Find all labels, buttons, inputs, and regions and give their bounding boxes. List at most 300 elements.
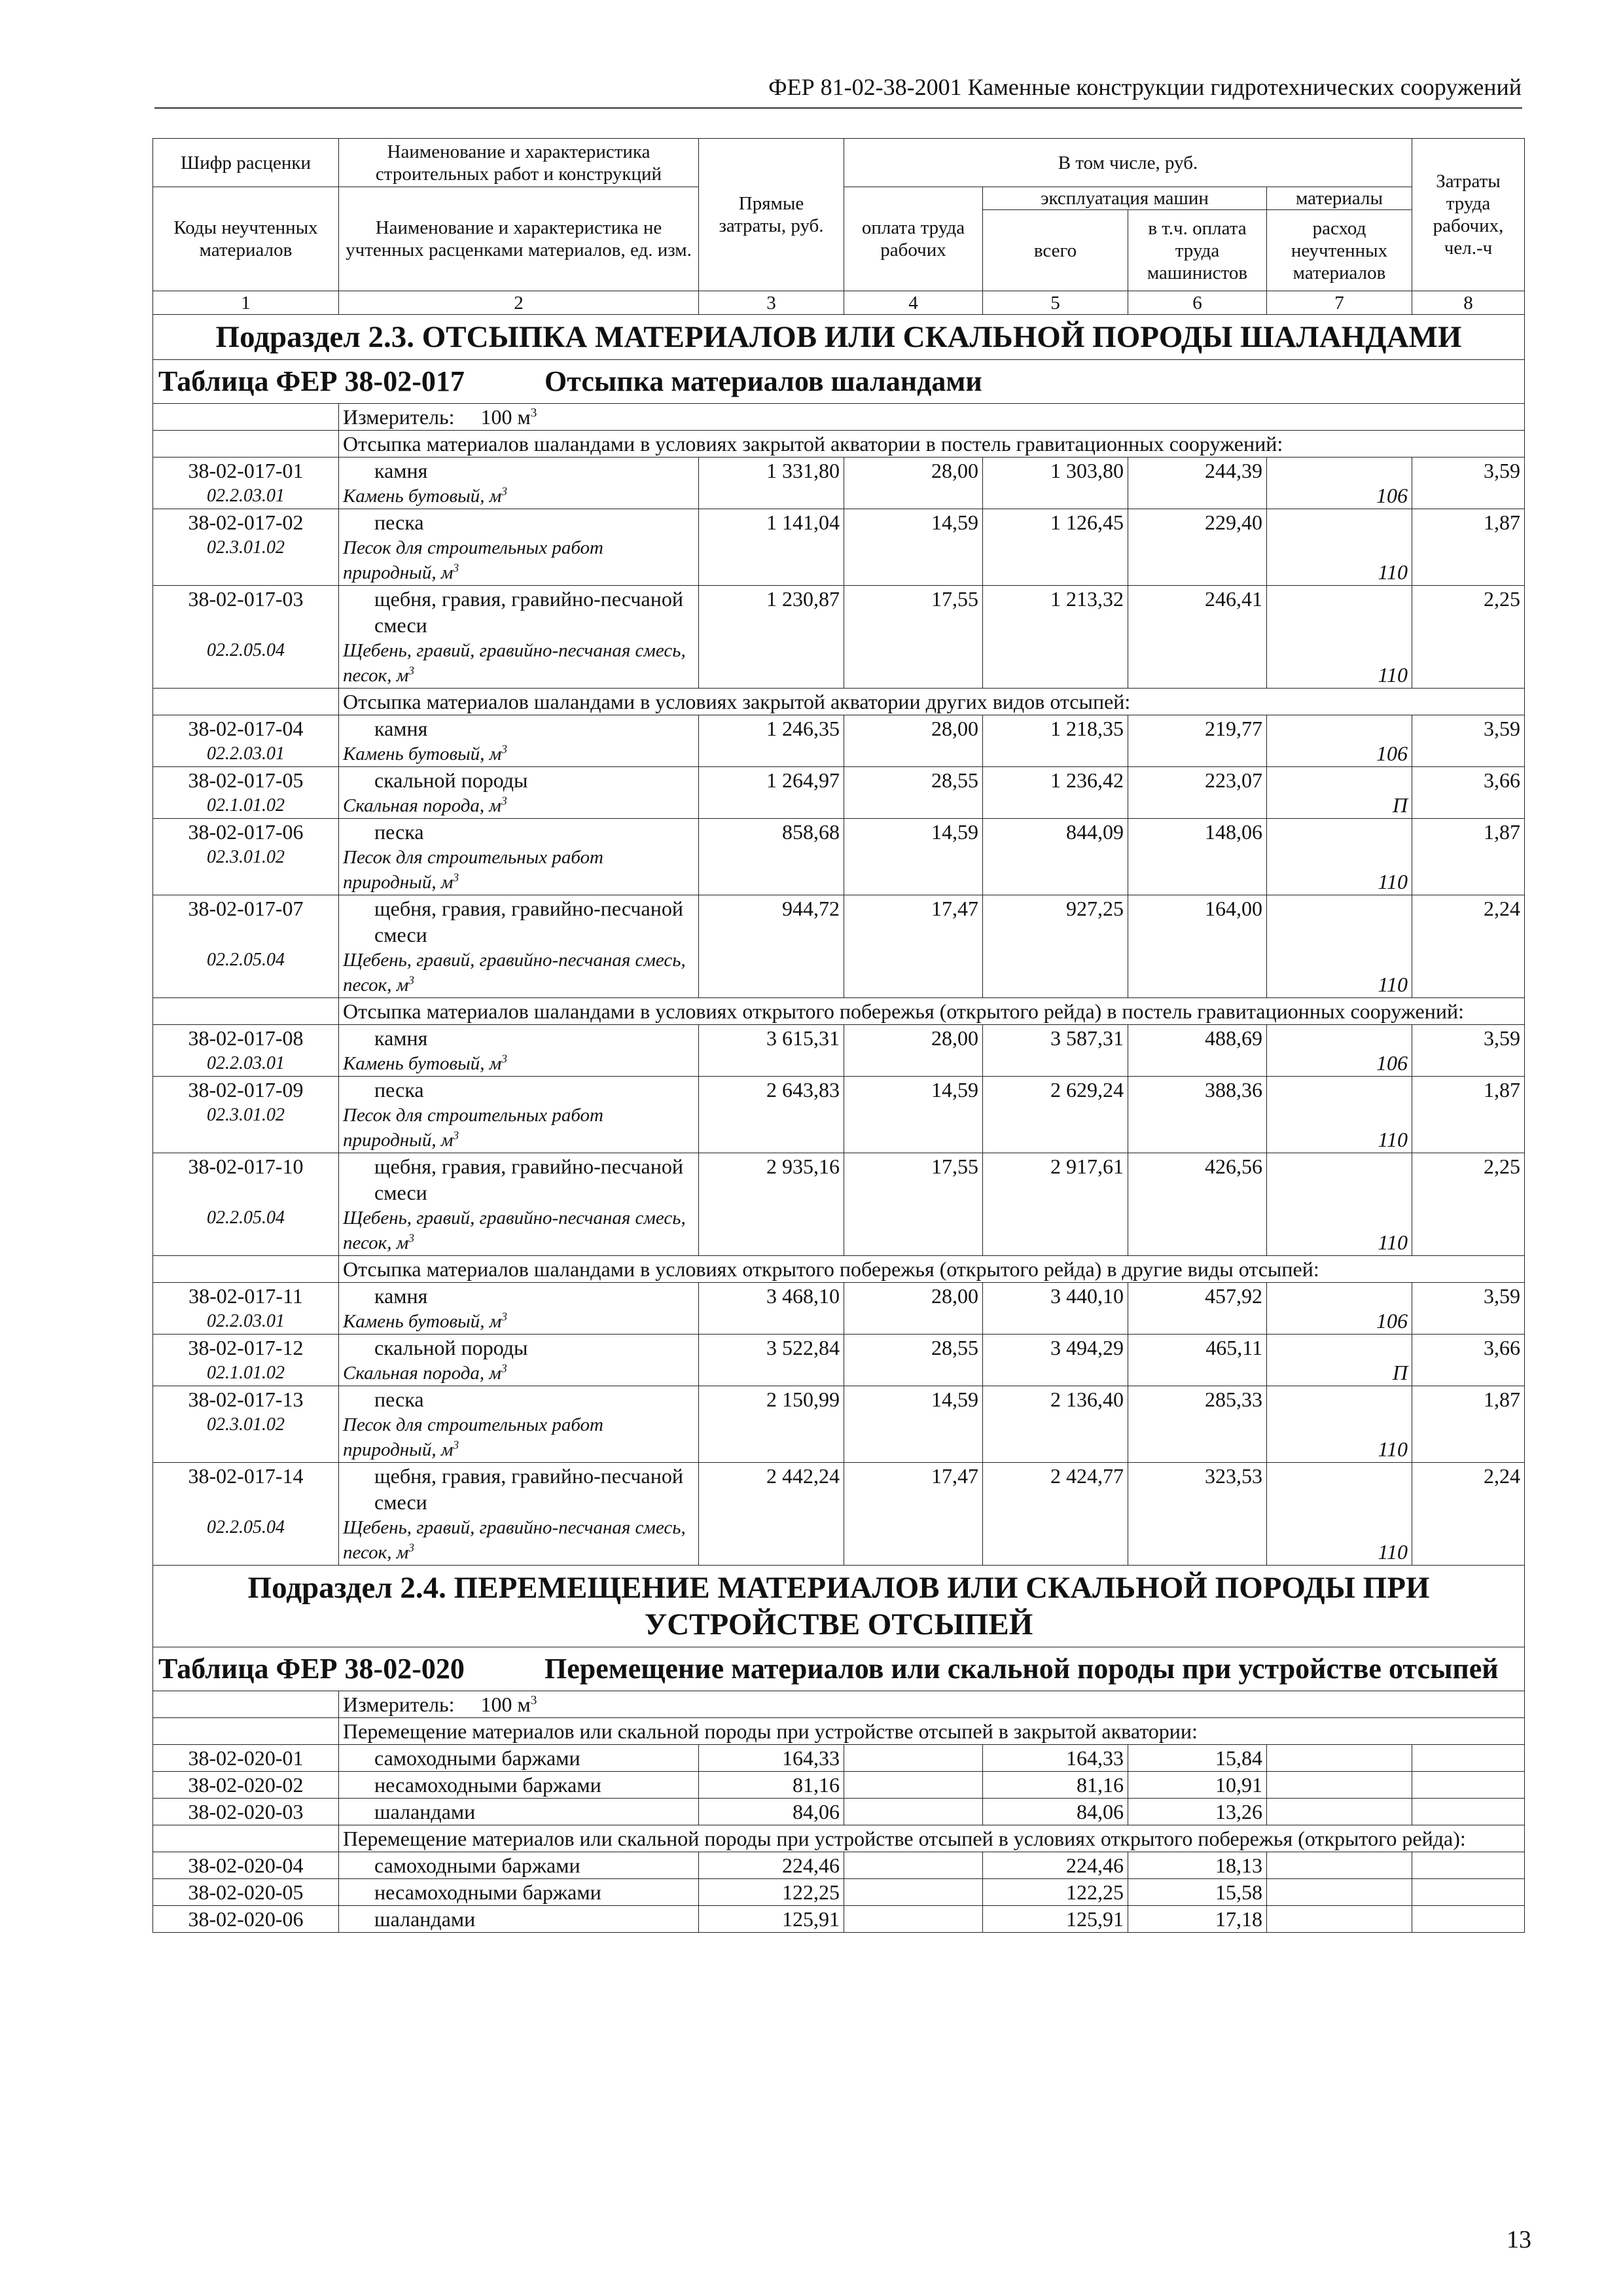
table-row — [153, 1772, 1525, 1799]
materials-consumption — [1267, 819, 1412, 895]
table-row — [153, 1852, 1525, 1879]
labor-cost — [1412, 1772, 1525, 1799]
group-title-row — [153, 431, 1525, 457]
cubic-superscript: 3 — [501, 1310, 507, 1323]
machinist-pay: 148,06 — [1128, 819, 1267, 895]
work-name-cell — [339, 1745, 699, 1772]
rate-code: 38-02-017-02 — [188, 511, 304, 534]
work-name-cell — [339, 1025, 699, 1077]
direct-cost: 1 230,87 — [699, 586, 844, 689]
measure-label: Измеритель: — [343, 1693, 455, 1716]
work-name-cell — [339, 1283, 699, 1335]
work-name: песка — [374, 820, 424, 844]
machines-total: 164,33 — [983, 1745, 1128, 1772]
materials-consumption — [1267, 1852, 1412, 1879]
material-name — [343, 1361, 694, 1386]
rate-code: 38-02-020-05 — [188, 1880, 304, 1904]
labor-pay: 28,00 — [844, 1025, 983, 1077]
machinist-pay: 13,26 — [1128, 1799, 1267, 1825]
material-name — [343, 1412, 694, 1462]
table-row — [153, 1025, 1525, 1077]
machines-total: 3 440,10 — [983, 1283, 1128, 1335]
work-name: камня — [374, 1026, 428, 1050]
table-name: Перемещение материалов или скальной породы при устройстве отсыпей — [544, 1653, 1499, 1685]
labor-pay: 28,00 — [844, 457, 983, 509]
direct-cost: 944,72 — [699, 895, 844, 998]
machines-total: 1 303,80 — [983, 457, 1128, 509]
measure-value: 100 м — [480, 1693, 531, 1716]
group-title-row — [153, 998, 1525, 1025]
labor-pay: 14,59 — [844, 1386, 983, 1463]
material-code: 02.3.01.02 — [207, 537, 285, 558]
work-name: песка — [374, 1078, 424, 1102]
empty-cell — [153, 998, 339, 1025]
work-name: самоходными баржами — [374, 1746, 580, 1770]
rate-code-cell — [153, 586, 339, 689]
header-unaccounted-codes: Коды неучтенных материалов — [153, 187, 339, 291]
group-title-row — [153, 1256, 1525, 1283]
rate-code: 38-02-017-08 — [188, 1026, 304, 1050]
table-title-cell — [153, 1647, 1525, 1691]
rate-code: 38-02-020-06 — [188, 1907, 304, 1931]
material-name — [343, 845, 694, 895]
labor-pay: 28,00 — [844, 1283, 983, 1335]
cubic-superscript: 3 — [453, 870, 459, 884]
work-name: шаландами — [374, 1907, 476, 1931]
table-title-row — [153, 360, 1525, 404]
direct-cost: 224,46 — [699, 1852, 844, 1879]
cubic-superscript: 3 — [408, 973, 414, 987]
machinist-pay: 15,58 — [1128, 1879, 1267, 1906]
material-name — [343, 1206, 694, 1255]
rate-code: 38-02-017-01 — [188, 459, 304, 482]
rate-code-cell — [153, 1745, 339, 1772]
machines-total: 2 629,24 — [983, 1077, 1128, 1153]
cubic-superscript: 3 — [408, 1231, 414, 1245]
work-name-cell — [339, 1799, 699, 1825]
work-name-cell — [339, 1335, 699, 1386]
labor-cost: 1,87 — [1412, 819, 1525, 895]
material-name-text: Щебень, гравий, гравийно-песчаная смесь, песок, м — [343, 1517, 686, 1563]
work-name-cell — [339, 509, 699, 586]
cubic-superscript: 3 — [408, 664, 414, 677]
cubic-superscript: 3 — [501, 742, 507, 756]
material-name — [343, 1309, 694, 1334]
machines-total: 3 494,29 — [983, 1335, 1128, 1386]
machines-total: 1 126,45 — [983, 509, 1128, 586]
cubic-superscript: 3 — [453, 1438, 459, 1452]
materials-consumption — [1267, 715, 1412, 767]
rate-code-cell — [153, 1153, 339, 1256]
header-code: Шифр расценки — [153, 139, 339, 187]
document-header-title: ФЕР 81-02-38-2001 Каменные конструкции гидротехнических сооружений — [768, 74, 1522, 100]
group-title-row — [153, 689, 1525, 715]
cubic-superscript: 3 — [530, 406, 537, 420]
rate-code: 38-02-020-04 — [188, 1854, 304, 1877]
work-name-cell — [339, 895, 699, 998]
material-name — [343, 484, 694, 509]
column-number: 2 — [339, 291, 699, 315]
rate-code: 38-02-017-04 — [188, 717, 304, 740]
rate-code-cell — [153, 509, 339, 586]
machinist-pay: 246,41 — [1128, 586, 1267, 689]
material-name-text: Песок для строительных работ природный, м — [343, 1105, 603, 1151]
work-name: щебня, гравия, гравийно-песчаной смеси — [374, 1155, 683, 1204]
price-table — [152, 138, 1525, 1933]
labor-pay — [844, 1879, 983, 1906]
labor-pay: 17,47 — [844, 895, 983, 998]
machinist-pay: 229,40 — [1128, 509, 1267, 586]
machines-total: 1 236,42 — [983, 767, 1128, 819]
labor-pay: 14,59 — [844, 1077, 983, 1153]
rate-code: 38-02-017-07 — [188, 897, 304, 920]
material-quantity: 110 — [1378, 870, 1408, 893]
measure-cell — [339, 1691, 1525, 1718]
table-title-cell — [153, 360, 1525, 404]
rate-code-cell — [153, 895, 339, 998]
work-name-cell — [339, 1463, 699, 1566]
rate-code: 38-02-017-14 — [188, 1464, 304, 1488]
work-name-cell — [339, 1772, 699, 1799]
material-name-text: Щебень, гравий, гравийно-песчаная смесь, песок, м — [343, 640, 686, 686]
material-name — [343, 1515, 694, 1565]
rate-code-cell — [153, 1852, 339, 1879]
cubic-superscript: 3 — [530, 1693, 537, 1708]
materials-consumption — [1267, 895, 1412, 998]
material-code: 02.2.05.04 — [207, 1517, 285, 1537]
header-direct-cost: Прямые затраты, руб. — [699, 139, 844, 291]
table-row — [153, 1386, 1525, 1463]
material-code: 02.1.01.02 — [207, 795, 285, 816]
column-number: 1 — [153, 291, 339, 315]
machines-total: 2 424,77 — [983, 1463, 1128, 1566]
machinist-pay: 388,36 — [1128, 1077, 1267, 1153]
section-title: Подраздел 2.3. ОТСЫПКА МАТЕРИАЛОВ ИЛИ СКАЛЬНОЙ ПОРОДЫ ШАЛАНДАМИ — [153, 315, 1525, 360]
column-number: 7 — [1267, 291, 1412, 315]
empty-cell — [153, 1718, 339, 1745]
material-name-text: Щебень, гравий, гравийно-песчаная смесь, песок, м — [343, 950, 686, 996]
column-number: 3 — [699, 291, 844, 315]
machines-total: 1 213,32 — [983, 586, 1128, 689]
material-code: 02.2.05.04 — [207, 640, 285, 660]
work-name: несамоходными баржами — [374, 1773, 601, 1797]
material-name-text: Песок для строительных работ природный, м — [343, 847, 603, 893]
direct-cost: 2 150,99 — [699, 1386, 844, 1463]
machines-total: 1 218,35 — [983, 715, 1128, 767]
direct-cost: 2 442,24 — [699, 1463, 844, 1566]
machinist-pay: 219,77 — [1128, 715, 1267, 767]
header-including: В том числе, руб. — [844, 139, 1412, 187]
materials-consumption — [1267, 1153, 1412, 1256]
work-name: песка — [374, 1388, 424, 1411]
empty-cell — [153, 1691, 339, 1718]
rate-code-cell — [153, 457, 339, 509]
direct-cost: 81,16 — [699, 1772, 844, 1799]
rate-code: 38-02-020-03 — [188, 1800, 304, 1823]
materials-consumption — [1267, 1386, 1412, 1463]
machinist-pay: 323,53 — [1128, 1463, 1267, 1566]
material-code: 02.2.03.01 — [207, 744, 285, 764]
direct-cost: 1 246,35 — [699, 715, 844, 767]
machines-total: 122,25 — [983, 1879, 1128, 1906]
table-row — [153, 1906, 1525, 1933]
labor-pay: 28,55 — [844, 1335, 983, 1386]
work-name: шаландами — [374, 1800, 476, 1823]
materials-consumption — [1267, 1772, 1412, 1799]
table-title-row — [153, 1647, 1525, 1691]
machines-total: 844,09 — [983, 819, 1128, 895]
labor-cost — [1412, 1906, 1525, 1933]
group-title-row — [153, 1718, 1525, 1745]
work-name: песка — [374, 511, 424, 534]
machinist-pay: 18,13 — [1128, 1852, 1267, 1879]
table-row — [153, 1463, 1525, 1566]
rate-code: 38-02-020-01 — [188, 1746, 304, 1770]
cubic-superscript: 3 — [408, 1541, 414, 1554]
rate-code: 38-02-017-11 — [188, 1284, 303, 1308]
work-name: скальной породы — [374, 1336, 528, 1359]
column-number: 4 — [844, 291, 983, 315]
materials-consumption — [1267, 1463, 1412, 1566]
material-quantity: 110 — [1378, 973, 1408, 996]
material-name — [343, 793, 694, 818]
material-quantity: 106 — [1376, 1309, 1408, 1333]
work-name-cell — [339, 1077, 699, 1153]
table-number: Таблица ФЕР 38-02-020 — [158, 1653, 465, 1685]
material-quantity: 106 — [1376, 1051, 1408, 1075]
rate-code-cell — [153, 1335, 339, 1386]
materials-consumption — [1267, 1025, 1412, 1077]
table-row — [153, 1283, 1525, 1335]
work-name: камня — [374, 459, 428, 482]
machinist-pay: 17,18 — [1128, 1906, 1267, 1933]
material-name — [343, 1051, 694, 1076]
material-name-text: Камень бутовый, м — [343, 744, 502, 764]
cubic-superscript: 3 — [501, 484, 507, 498]
table-row — [153, 457, 1525, 509]
group-title: Перемещение материалов или скальной породы при устройстве отсыпей в закрытой акватории: — [339, 1718, 1525, 1745]
rate-code: 38-02-017-05 — [188, 768, 304, 792]
material-quantity: 110 — [1378, 663, 1408, 687]
material-code: 02.2.03.01 — [207, 486, 285, 506]
table-row — [153, 1077, 1525, 1153]
labor-pay: 17,55 — [844, 586, 983, 689]
material-name-text: Камень бутовый, м — [343, 1053, 502, 1074]
direct-cost: 125,91 — [699, 1906, 844, 1933]
table-row — [153, 1745, 1525, 1772]
labor-cost: 2,24 — [1412, 895, 1525, 998]
work-name-cell — [339, 715, 699, 767]
group-title: Отсыпка материалов шаландами в условиях закрытой акватории в постель гравитационных сооружений: — [339, 431, 1525, 457]
rate-code-cell — [153, 1025, 339, 1077]
rate-code-cell — [153, 1772, 339, 1799]
labor-cost: 1,87 — [1412, 509, 1525, 586]
material-quantity: 106 — [1376, 484, 1408, 507]
work-name-cell — [339, 457, 699, 509]
labor-cost: 2,25 — [1412, 586, 1525, 689]
section-row — [153, 1566, 1525, 1647]
labor-pay: 17,47 — [844, 1463, 983, 1566]
rate-code-cell — [153, 1879, 339, 1906]
rate-code-cell — [153, 767, 339, 819]
page-number: 13 — [1507, 2226, 1531, 2253]
material-name — [343, 1103, 694, 1153]
rate-code-cell — [153, 1077, 339, 1153]
material-quantity: П — [1392, 1361, 1408, 1384]
labor-cost: 3,59 — [1412, 715, 1525, 767]
direct-cost: 1 141,04 — [699, 509, 844, 586]
rate-code-cell — [153, 1799, 339, 1825]
table-row — [153, 895, 1525, 998]
header-materials: материалы — [1267, 187, 1412, 210]
work-name: щебня, гравия, гравийно-песчаной смеси — [374, 1464, 683, 1514]
rate-code-cell — [153, 819, 339, 895]
labor-cost: 3,59 — [1412, 1025, 1525, 1077]
rate-code: 38-02-017-09 — [188, 1078, 304, 1102]
material-name — [343, 638, 694, 688]
material-quantity: П — [1392, 793, 1408, 817]
work-name-cell — [339, 1852, 699, 1879]
table-row — [153, 767, 1525, 819]
labor-cost: 3,66 — [1412, 1335, 1525, 1386]
empty-cell — [153, 1256, 339, 1283]
machinist-pay: 426,56 — [1128, 1153, 1267, 1256]
direct-cost: 3 468,10 — [699, 1283, 844, 1335]
machines-total: 927,25 — [983, 895, 1128, 998]
material-name-text: Скальная порода, м — [343, 795, 501, 816]
material-code: 02.2.05.04 — [207, 950, 285, 970]
material-quantity: 110 — [1378, 1230, 1408, 1254]
material-quantity: 110 — [1378, 1437, 1408, 1461]
header-materials-consumption: расход неучтенных материалов — [1267, 210, 1412, 291]
labor-pay: 14,59 — [844, 819, 983, 895]
labor-pay: 14,59 — [844, 509, 983, 586]
machinist-pay: 244,39 — [1128, 457, 1267, 509]
header-divider — [154, 107, 1522, 109]
material-name-text: Песок для строительных работ природный, м — [343, 1414, 603, 1460]
machinist-pay: 223,07 — [1128, 767, 1267, 819]
rate-code: 38-02-020-02 — [188, 1773, 304, 1797]
work-name-cell — [339, 586, 699, 689]
material-name-text: Щебень, гравий, гравийно-песчаная смесь, песок, м — [343, 1208, 686, 1253]
labor-cost: 3,66 — [1412, 767, 1525, 819]
material-name-text: Камень бутовый, м — [343, 1311, 502, 1332]
machines-total: 2 917,61 — [983, 1153, 1128, 1256]
materials-consumption — [1267, 509, 1412, 586]
rate-code: 38-02-017-06 — [188, 820, 304, 844]
table-row — [153, 819, 1525, 895]
materials-consumption — [1267, 767, 1412, 819]
machinist-pay: 285,33 — [1128, 1386, 1267, 1463]
material-code: 02.2.03.01 — [207, 1053, 285, 1073]
cubic-superscript: 3 — [501, 1361, 507, 1375]
material-code: 02.1.01.02 — [207, 1363, 285, 1383]
header-machinist-pay: в т.ч. оплата труда машинистов — [1128, 210, 1267, 291]
machines-total: 2 136,40 — [983, 1386, 1128, 1463]
labor-cost — [1412, 1852, 1525, 1879]
rate-code-cell — [153, 1906, 339, 1933]
direct-cost: 3 522,84 — [699, 1335, 844, 1386]
labor-pay: 17,55 — [844, 1153, 983, 1256]
material-name-text: Камень бутовый, м — [343, 486, 502, 507]
work-name-cell — [339, 819, 699, 895]
group-title-row — [153, 1825, 1525, 1852]
labor-pay — [844, 1852, 983, 1879]
material-quantity: 110 — [1378, 1128, 1408, 1151]
work-name: самоходными баржами — [374, 1854, 580, 1877]
cubic-superscript: 3 — [501, 1052, 507, 1066]
machines-total: 3 587,31 — [983, 1025, 1128, 1077]
material-code: 02.2.03.01 — [207, 1311, 285, 1331]
rate-code-cell — [153, 1283, 339, 1335]
table-row — [153, 509, 1525, 586]
empty-cell — [153, 1825, 339, 1852]
column-number: 6 — [1128, 291, 1267, 315]
cubic-superscript: 3 — [501, 794, 507, 808]
group-title: Отсыпка материалов шаландами в условиях открытого побережья (открытого рейда) в другие виды отсыпей: — [339, 1256, 1525, 1283]
labor-pay: 28,00 — [844, 715, 983, 767]
work-name: щебня, гравия, гравийно-песчаной смеси — [374, 587, 683, 637]
materials-consumption — [1267, 1283, 1412, 1335]
direct-cost: 858,68 — [699, 819, 844, 895]
labor-cost — [1412, 1879, 1525, 1906]
column-number: 8 — [1412, 291, 1525, 315]
labor-cost — [1412, 1745, 1525, 1772]
machinist-pay: 465,11 — [1128, 1335, 1267, 1386]
direct-cost: 122,25 — [699, 1879, 844, 1906]
machinist-pay: 457,92 — [1128, 1283, 1267, 1335]
work-name-cell — [339, 1153, 699, 1256]
materials-consumption — [1267, 1335, 1412, 1386]
material-quantity: 106 — [1376, 742, 1408, 765]
machines-total: 224,46 — [983, 1852, 1128, 1879]
measure-value: 100 м — [480, 405, 531, 429]
header-unaccounted-materials: Наименование и характеристика не учтенных расценками материалов, ед. изм. — [339, 187, 699, 291]
table-row — [153, 715, 1525, 767]
material-name — [343, 535, 694, 585]
group-title: Отсыпка материалов шаландами в условиях открытого побережья (открытого рейда) в постель гравитационных сооружений: — [339, 998, 1525, 1025]
work-name-cell — [339, 1879, 699, 1906]
measure-row — [153, 404, 1525, 431]
table-row — [153, 586, 1525, 689]
material-code: 02.3.01.02 — [207, 1105, 285, 1125]
header-labor-pay: оплата труда рабочих — [844, 187, 983, 291]
direct-cost: 84,06 — [699, 1799, 844, 1825]
materials-consumption — [1267, 457, 1412, 509]
rate-code-cell — [153, 715, 339, 767]
table-row — [153, 1153, 1525, 1256]
direct-cost: 164,33 — [699, 1745, 844, 1772]
labor-cost: 3,59 — [1412, 457, 1525, 509]
header-machines: эксплуатация машин — [983, 187, 1267, 210]
materials-consumption — [1267, 1879, 1412, 1906]
labor-cost: 2,25 — [1412, 1153, 1525, 1256]
labor-pay — [844, 1906, 983, 1933]
header-machines-total: всего — [983, 210, 1128, 291]
table-row — [153, 1335, 1525, 1386]
work-name: щебня, гравия, гравийно-песчаной смеси — [374, 897, 683, 946]
work-name: камня — [374, 1284, 428, 1308]
material-name-text: Песок для строительных работ природный, м — [343, 537, 603, 583]
section-row — [153, 315, 1525, 360]
labor-cost: 3,59 — [1412, 1283, 1525, 1335]
group-title: Отсыпка материалов шаландами в условиях закрытой акватории других видов отсыпей: — [339, 689, 1525, 715]
header-labor-cost: Затраты труда рабочих, чел.-ч — [1412, 139, 1525, 291]
work-name: скальной породы — [374, 768, 528, 792]
work-name: камня — [374, 717, 428, 740]
work-name-cell — [339, 1906, 699, 1933]
cubic-superscript: 3 — [453, 1128, 459, 1142]
